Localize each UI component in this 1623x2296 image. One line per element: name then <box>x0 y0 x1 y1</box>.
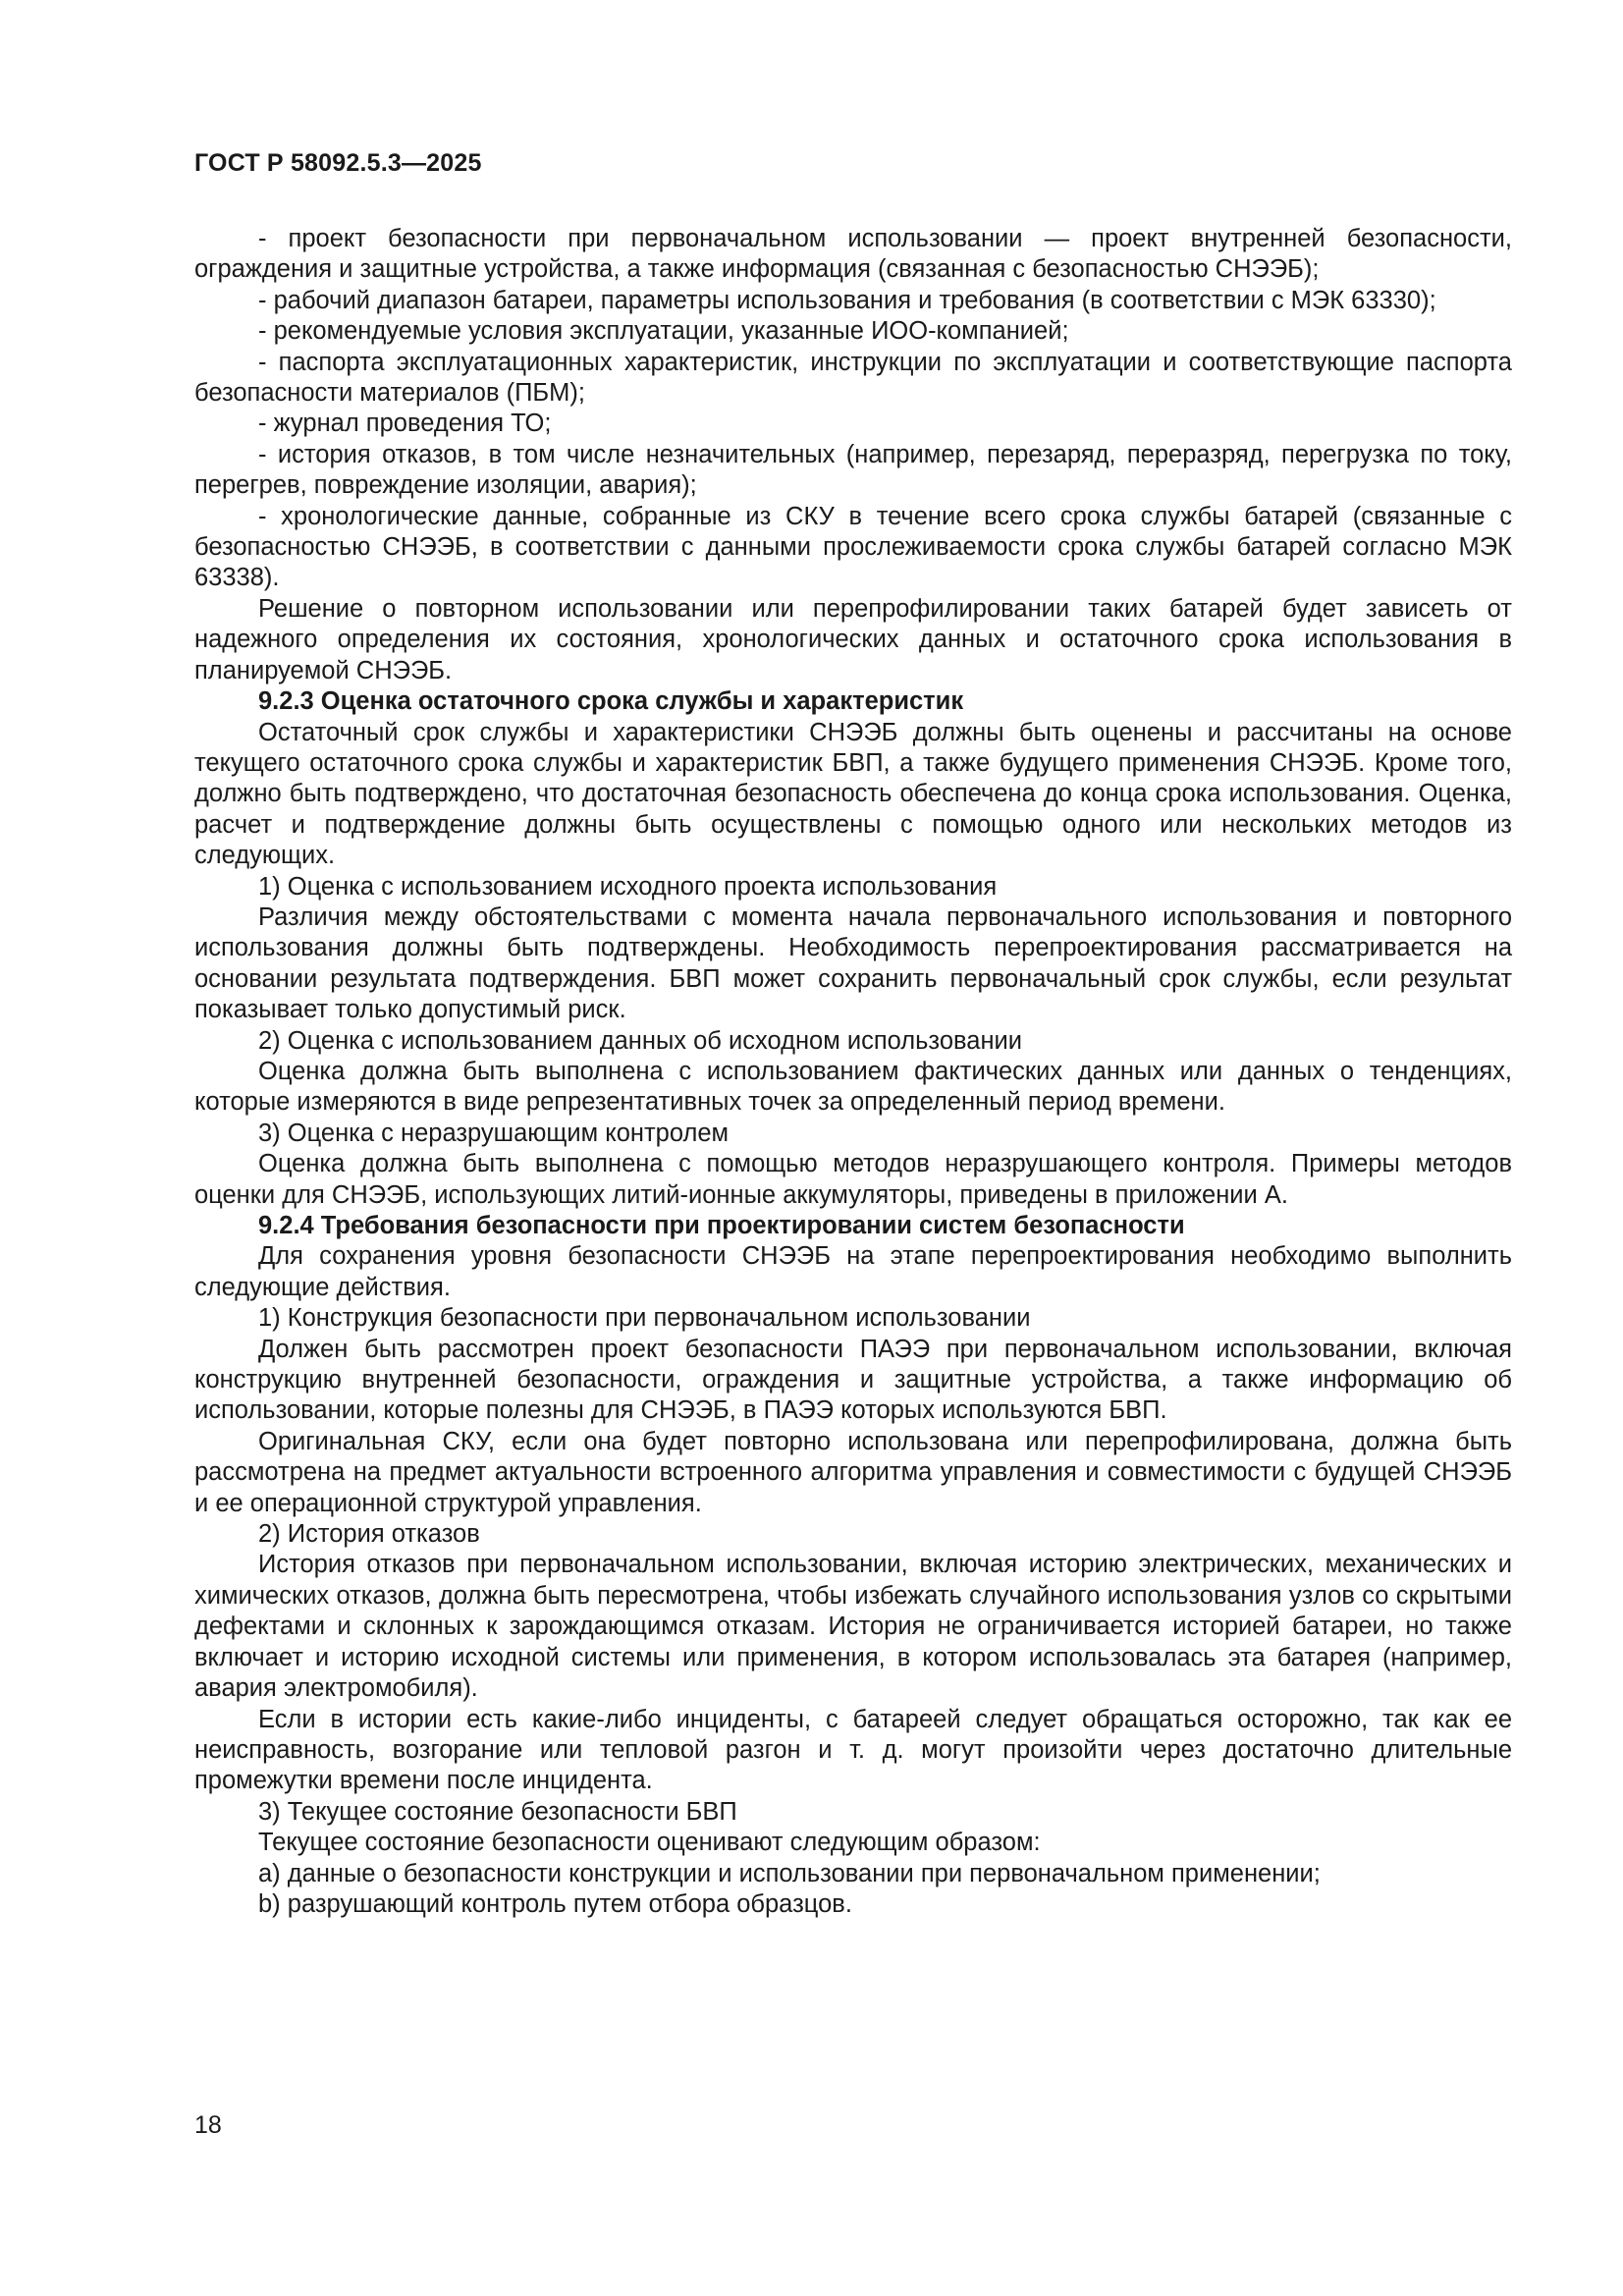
body-paragraph: Различия между обстоятельствами с момента начала первоначального использования и повторного использования должны быть подтверждены. Необходимость перепроектирования рассматривается на основании результата подтверждения. БВП может сохранить первоначальный срок службы, если результат показывает только допустимый риск. <box>194 902 1512 1024</box>
list-item: - хронологические данные, собранные из СКУ в течение всего срока службы батарей (связанные с безопасностью СНЭЭБ, в соответствии с данными прослеживаемости срока службы батарей согласно МЭК 63338). <box>194 502 1512 592</box>
body-paragraph: Текущее состояние безопасности оценивают следующим образом: <box>258 1829 1041 1857</box>
list-item: - журнал проведения ТО; <box>258 410 552 438</box>
list-item: a) данные о безопасности конструкции и использовании при первоначальном применении; <box>258 1859 1321 1887</box>
page-number: 18 <box>194 2111 222 2139</box>
document-body <box>194 224 1512 1920</box>
list-item: - проект безопасности при первоначальном использовании — проект внутренней безопасности, ограждения и защитные устройства, а также информация (связанная с безопасностью СНЭЭБ); <box>194 225 1512 284</box>
method-title: 1) Оценка с использованием исходного проекта использования <box>258 872 998 901</box>
body-paragraph: История отказов при первоначальном использовании, включая историю электрических, механических и химических отказов, должна быть пересмотрена, чтобы избежать случайного использования узлов со скрытыми дефектами и склонных к зарождающимся отказам. История не ограничивается историей батареи, но также включает и историю исходной системы или применения, в котором использовалась эта батарея (например, авария электромобиля). <box>194 1551 1512 1703</box>
body-paragraph: Для сохранения уровня безопасности СНЭЭБ на этапе перепроектирования необходимо выполнить следующие действия. <box>194 1242 1512 1301</box>
list-item: - история отказов, в том числе незначительных (например, перезаряд, переразряд, перегрузка по току, перегрев, повреждение изоляции, авария); <box>194 440 1512 500</box>
method-title: 2) Оценка с использованием данных об исходном использовании <box>258 1026 1023 1055</box>
list-item: b) разрушающий контроль путем отбора образцов. <box>258 1889 852 1918</box>
item-title: 1) Конструкция безопасности при первоначальном использовании <box>258 1304 1031 1333</box>
body-paragraph: Решение о повторном использовании или перепрофилировании таких батарей будет зависеть от надежного определения их состояния, хронологических данных и остаточного срока использования в планируемой СНЭЭБ. <box>194 594 1512 684</box>
list-item: - рабочий диапазон батареи, параметры использования и требования (в соответствии с МЭК 63330); <box>258 286 1436 314</box>
section-heading-9-2-3: 9.2.3 Оценка остаточного срока службы и характеристик <box>258 687 964 716</box>
body-paragraph: Оригинальная СКУ, если она будет повторно использована или перепрофилирована, должна быть рассмотрена на предмет актуальности встроенного алгоритма управления и совместимости с будущей СНЭЭБ и ее операционной структурой управления. <box>194 1427 1512 1517</box>
item-title: 3) Текущее состояние безопасности БВП <box>258 1797 737 1826</box>
body-paragraph: Если в истории есть какие-либо инциденты, с батареей следует обращаться осторожно, так как ее неисправность, возгорание или тепловой разгон и т. д. могут произойти через достаточно длительные промежутки времени после инцидента. <box>194 1705 1512 1795</box>
list-item: - паспорта эксплуатационных характеристик, инструкции по эксплуатации и соответствующие паспорта безопасности материалов (ПБМ); <box>194 348 1512 408</box>
body-paragraph: Остаточный срок службы и характеристики СНЭЭБ должны быть оценены и рассчитаны на основе текущего остаточного срока службы и характеристик БВП, а также будущего применения СНЭЭБ. Кроме того, должно быть подтверждено, что достаточная безопасность обеспечена до конца срока использования. Оценка, расчет и подтверждение должны быть осуществлены с помощью одного или нескольких методов из следующих. <box>194 718 1512 870</box>
method-title: 3) Оценка с неразрушающим контролем <box>258 1119 730 1147</box>
item-title: 2) История отказов <box>258 1520 480 1549</box>
list-item: - рекомендуемые условия эксплуатации, указанные ИОО-компанией; <box>258 317 1069 346</box>
body-paragraph: Оценка должна быть выполнена с использованием фактических данных или данных о тенденциях, которые измеряются в виде репрезентативных точек за определенный период времени. <box>194 1057 1512 1117</box>
document-header-id: ГОСТ Р 58092.5.3—2025 <box>194 149 482 177</box>
section-heading-9-2-4: 9.2.4 Требования безопасности при проектировании систем безопасности <box>258 1212 1185 1239</box>
body-paragraph: Оценка должна быть выполнена с помощью методов неразрушающего контроля. Примеры методов оценки для СНЭЭБ, использующих литий-ионные аккумуляторы, приведены в приложении А. <box>194 1150 1512 1209</box>
body-paragraph: Должен быть рассмотрен проект безопасности ПАЭЭ при первоначальном использовании, включая конструкцию внутренней безопасности, ограждения и защитные устройства, а также информацию об использовании, которые полезны для СНЭЭБ, в ПАЭЭ которых используются БВП. <box>194 1335 1512 1425</box>
